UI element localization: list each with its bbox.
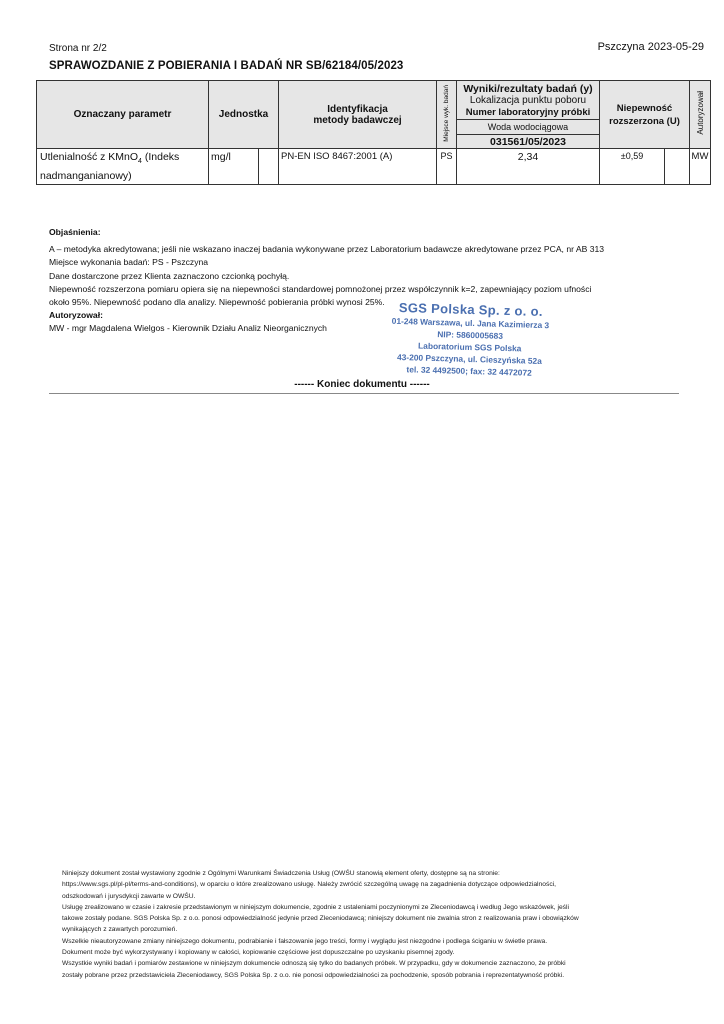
row-parameter-sub: 4	[138, 158, 142, 166]
header-place-label: Miejsce wyk. badań	[442, 84, 450, 142]
results-table	[36, 80, 711, 185]
stamp-line: 01-248 Warszawa, ul. Jana Kazimierza 3	[391, 315, 550, 331]
footer-line: Wszelkie nieautoryzowane zmiany niniejszego dokumentu, podrabianie i fałszowanie jego treści, formy i wyglądu jest niezgodne i podlega ściganiu w świetle prawa.	[62, 937, 548, 945]
stamp-line: tel. 32 4492500; fax: 32 4472072	[406, 364, 532, 378]
header-place	[437, 81, 457, 149]
header-method: Identyfikacja metody badawczej	[279, 81, 437, 149]
header-results: Wyniki/rezultaty badań (y)	[463, 83, 593, 95]
footer-terms	[62, 868, 682, 981]
row-uncertainty-blank	[665, 149, 690, 185]
document-title: SPRAWOZDANIE Z POBIERANIA I BADAŃ NR SB/62184/05/2023	[49, 60, 404, 72]
stamp-line: Laboratorium SGS Polska	[417, 340, 522, 354]
header-authorized-label: Autoryzował	[695, 91, 705, 135]
notes-line: około 95%. Niepewność podano dla analizy. Niepewność pobierania próbki wynosi 25%.	[49, 297, 385, 308]
header-lab-number: Numer laboratoryjny próbki	[465, 107, 591, 118]
row-uncertainty: ±0,59	[600, 149, 665, 185]
page-number: Strona nr 2/2	[49, 43, 107, 54]
row-unit: mg/l	[209, 149, 259, 185]
row-parameter	[37, 149, 209, 185]
notes-line: A – metodyka akredytowana; jeśli nie wskazano inaczej badania wykonywane przez Laboratorium badawcze akredytowane przez PCA, nr AB 313	[49, 244, 605, 255]
footer-line: Usługę zrealizowano w czasie i zakresie przedstawionym w niniejszym dokumencie, zgodnie z ustaleniami poczynionymi ze Zleceniodawcą i według Jego wskazówek, jeśli	[62, 903, 569, 911]
row-authorized: MW	[690, 149, 711, 185]
footer-line: Niniejszy dokument został wystawiony zgodnie z Ogólnymi Warunkami Świadczenia Usług (OWŚU stanowią element oferty, dostępne są na stronie:	[62, 870, 500, 877]
footer-line: https://www.sgs.pl/pl-pl/terms-and-conditions), w oparciu o które zrealizowano usługę. Należy zwrócić szczególną uwagę na zagadnienia dotyczące odpowiedzialności,	[62, 881, 557, 889]
notes-line: Niepewność rozszerzona pomiaru opiera się na niepewności standardowej pomnożonej przez współczynnik k=2, zapewniający poziom ufności	[49, 283, 592, 294]
row-unit-blank	[259, 149, 279, 185]
row-parameter-rest: (Indeks nadmanganianowy)	[40, 151, 180, 183]
authorized-line: MW - mgr Magdalena Wielgos - Kierownik Działu Analiz Nieorganicznych	[49, 323, 327, 334]
stamp-company: SGS Polska Sp. z o. o.	[398, 300, 543, 320]
notes-line: Miejsce wykonania badań: PS - Pszczyna	[49, 257, 209, 268]
end-of-document: ------ Koniec dokumentu ------	[294, 379, 430, 390]
footer-line: zostały pobrane przez przedstawiciela Zleceniodawcy, SGS Polska Sp. z o.o. nie ponosi odpowiedzialności za pochodzenie, sposób pobrania i reprezentatywność próbki.	[62, 971, 565, 979]
footer-line: wynikających z zawartych porozumień.	[62, 926, 178, 934]
footer-line: odszkodowań i jurysdykcji zawarte w OWŚU.	[62, 892, 196, 900]
place-date: Pszczyna 2023-05-29	[597, 41, 704, 53]
row-result: 2,34	[457, 149, 600, 185]
header-unit: Jednostka	[209, 81, 279, 149]
notes-section	[49, 226, 689, 336]
header-parameter: Oznaczany parametr	[37, 81, 209, 149]
header-sample-name: Woda wodociągowa	[457, 120, 600, 135]
header-sample-id: 031561/05/2023	[457, 135, 600, 149]
footer-line: Dokument może być wykorzystywany i kopiowany w całości, kopiowanie częściowe jest dopuszczalne po uzyskaniu pisemnej zgody.	[62, 949, 455, 957]
divider	[49, 393, 679, 394]
row-parameter-text: Utlenialność z KMnO	[40, 151, 139, 163]
notes-title: Objaśnienia:	[49, 227, 101, 237]
footer-line: takowe zostały podane. SGS Polska Sp. z o.o. ponosi odpowiedzialność jedynie przed Zleceniodawcą; niniejszy dokument nie zwalnia stron z realizowania praw i obowiązków	[62, 915, 579, 923]
notes-line: Dane dostarczone przez Klienta zaznaczono czcionką pochyłą.	[49, 270, 290, 281]
stamp-line: NIP: 5860005683	[437, 329, 504, 341]
stamp-line: 43-200 Pszczyna, ul. Cieszyńska 52a	[396, 351, 542, 367]
header-authorized	[690, 81, 711, 149]
row-method: PN-EN ISO 8467:2001 (A)	[279, 149, 437, 185]
company-stamp	[369, 299, 571, 380]
authorized-title: Autoryzował:	[49, 310, 103, 321]
footer-line: Wszystkie wyniki badań i pomiarów zestawione w niniejszym dokumencie odnoszą się tylko do badanych próbek. W przypadku, gdy w dokumencie zaznaczono, że próbki	[62, 960, 566, 968]
header-uncertainty: Niepewność rozszerzona (U)	[600, 81, 690, 149]
header-location: Lokalizacja punktu poboru	[469, 95, 587, 106]
row-place: PS	[437, 149, 457, 185]
